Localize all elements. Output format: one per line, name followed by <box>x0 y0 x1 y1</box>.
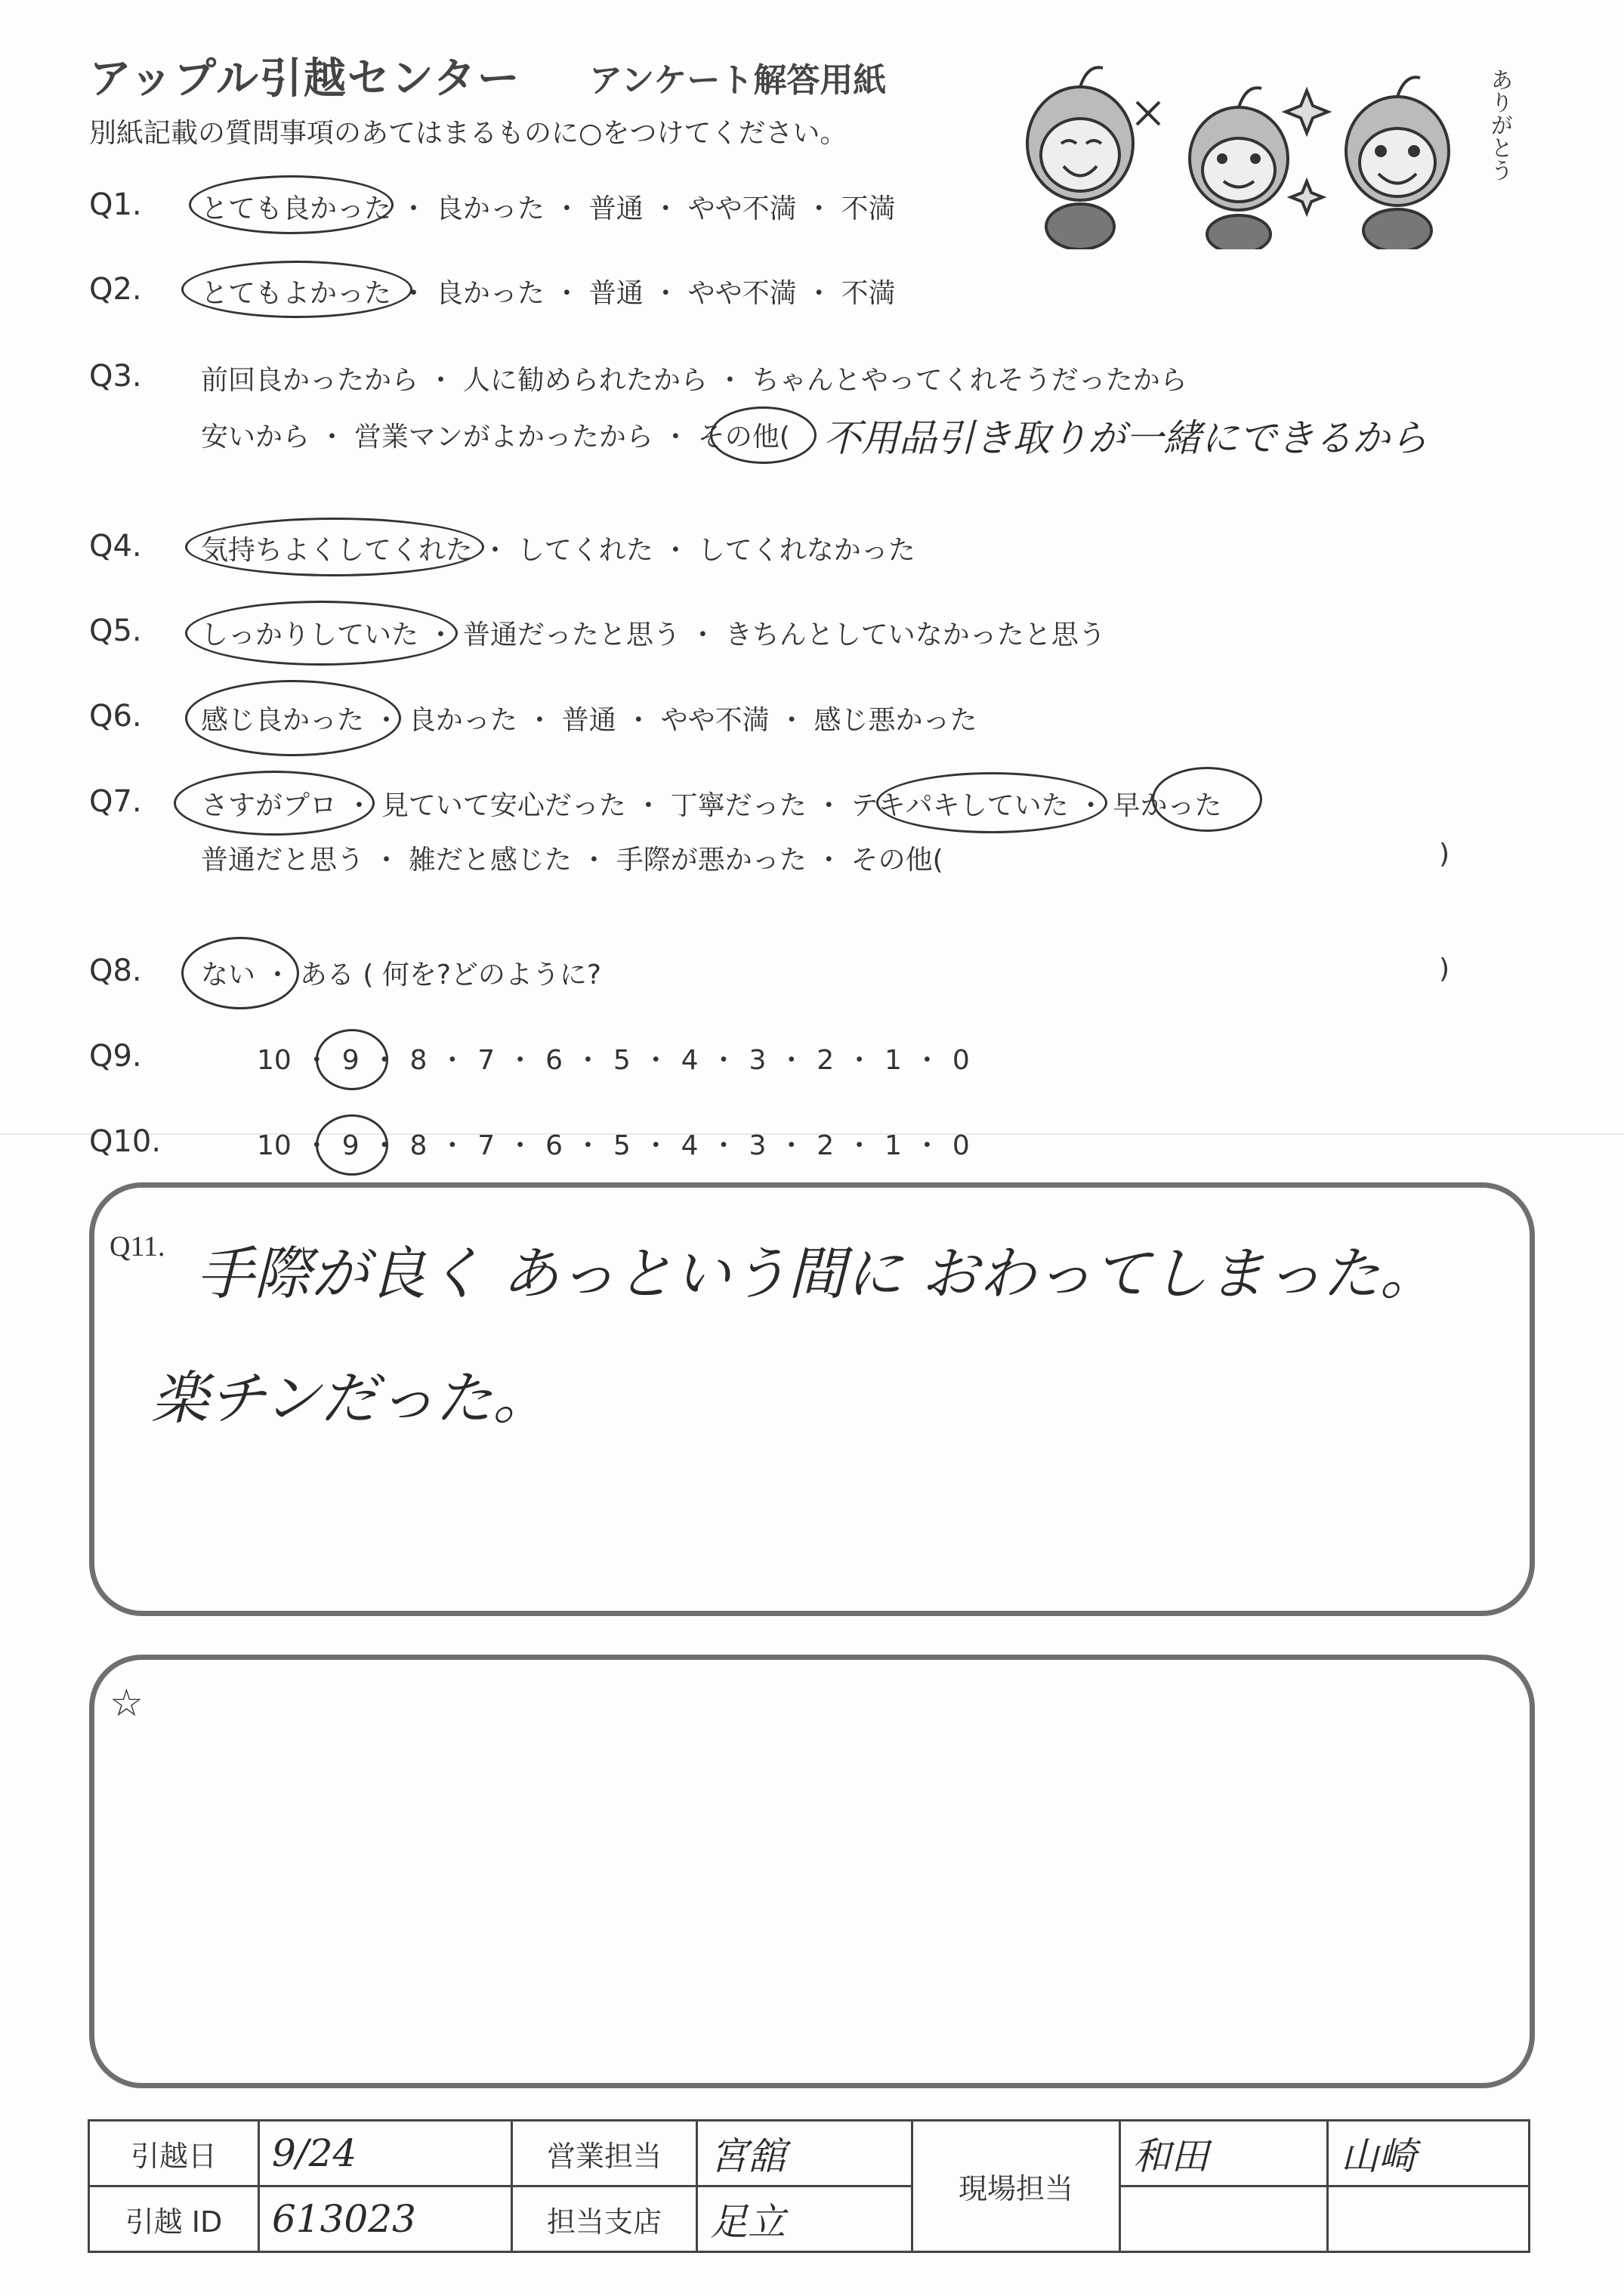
q4-selected-mark <box>185 518 484 576</box>
mascot-caption: ありがとう <box>1486 68 1513 181</box>
q10-selected-mark <box>316 1114 388 1176</box>
q10-scale[interactable]: 10 ・ 9 ・ 8 ・ 7 ・ 6 ・ 5 ・ 4 ・ 3 ・ 2 ・ 1 ・ 0 <box>257 1130 970 1161</box>
q9-scale[interactable]: 10 ・ 9 ・ 8 ・ 7 ・ 6 ・ 5 ・ 4 ・ 3 ・ 2 ・ 1 ・ 0 <box>257 1045 970 1076</box>
q4-label: Q4. <box>89 529 142 564</box>
q7-selected-mark-2 <box>876 772 1107 833</box>
move-id-value: 613023 <box>259 2186 512 2252</box>
q7-options-line1[interactable]: さすがプロ ・ 見ていて安心だった ・ 丁寧だった ・ テキパキしていた ・ 早かった <box>201 790 1222 821</box>
q7-other-close: ) <box>1439 839 1450 870</box>
q6-label: Q6. <box>89 699 142 734</box>
monkey-3-icon <box>1286 77 1449 249</box>
q3-options-line1[interactable]: 前回良かったから ・ 人に勧められたから ・ ちゃんとやってくれそうだったから <box>201 365 1187 396</box>
site-staff-1: 和田 <box>1120 2121 1328 2186</box>
q7-selected-mark-3 <box>1152 767 1262 832</box>
q9-selected-mark <box>316 1029 388 1090</box>
q4-options[interactable]: 気持ちよくしてくれた ・ してくれた ・ してくれなかった <box>201 535 915 566</box>
q6-selected-mark <box>185 680 401 756</box>
monkey-1-icon <box>1027 67 1133 249</box>
q5-selected-mark <box>185 601 458 666</box>
q10-label: Q10. <box>89 1124 162 1159</box>
site-staff-2: 山崎 <box>1328 2121 1530 2186</box>
star-icon: ☆ <box>110 1681 144 1725</box>
q9-label: Q9. <box>89 1039 142 1074</box>
q11-label: Q11. <box>110 1231 165 1262</box>
move-date-label: 引越日 <box>89 2121 259 2186</box>
q5-label: Q5. <box>89 613 142 648</box>
q2-selected-mark <box>181 261 412 318</box>
instruction-text: 別紙記載の質問事項のあてはまるものに○をつけてください。 <box>89 118 848 149</box>
q7-selected-mark-1 <box>174 771 375 836</box>
q8-options[interactable]: ない ・ ある ( 何を?どのように? <box>201 960 602 990</box>
footer-info-table <box>88 2119 1530 2253</box>
q11-comment-line1: 手際が良く あっという間に おわってしまった。 <box>196 1240 1437 1307</box>
q11-comment-line2: 楽チンだった。 <box>151 1364 551 1432</box>
branch-label: 担当支店 <box>512 2186 697 2252</box>
star-comment-box[interactable] <box>89 1655 1535 2088</box>
q3-label: Q3. <box>89 359 142 394</box>
q3-selected-mark <box>710 406 817 464</box>
q6-options[interactable]: 感じ良かった ・ 良かった ・ 普通 ・ やや不満 ・ 感じ悪かった <box>201 705 977 736</box>
q8-label: Q8. <box>89 953 142 988</box>
form-subtitle: アンケート解答用紙 <box>589 61 887 100</box>
site-staff-blank-2 <box>1328 2186 1530 2252</box>
sales-value: 宮舘 <box>697 2121 912 2186</box>
sales-label: 営業担当 <box>512 2121 697 2186</box>
q1-label: Q1. <box>89 187 142 222</box>
q2-options[interactable]: とてもよかった ・ 良かった ・ 普通 ・ やや不満 ・ 不満 <box>201 278 896 309</box>
q8-selected-mark <box>181 937 299 1009</box>
q8-close: ) <box>1439 953 1450 984</box>
site-staff-blank-1 <box>1120 2186 1328 2252</box>
q2-label: Q2. <box>89 272 142 307</box>
q1-options[interactable]: とても良かった ・ 良かった ・ 普通 ・ やや不満 ・ 不満 <box>201 193 896 224</box>
company-title: アップル引越センター <box>89 54 521 104</box>
q7-options-line2[interactable]: 普通だと思う ・ 雑だと感じた ・ 手際が悪かった ・ その他( <box>201 845 943 876</box>
site-staff-label: 現場担当 <box>912 2121 1120 2252</box>
q7-label: Q7. <box>89 784 142 819</box>
move-date-value: 9/24 <box>259 2121 512 2186</box>
move-id-label: 引越 ID <box>89 2186 259 2252</box>
branch-value: 足立 <box>697 2186 912 2252</box>
q3-other-handwritten: 不用品引き取りが一緒にできるから <box>823 416 1428 460</box>
monkey-2-icon <box>1137 88 1288 249</box>
monkey-mascots-illustration <box>1005 45 1518 249</box>
q1-selected-mark <box>189 175 394 234</box>
q5-options[interactable]: しっかりしていた ・ 普通だったと思う ・ きちんとしていなかったと思う <box>201 620 1106 651</box>
q3-options-line2[interactable]: 安いから ・ 営業マンがよかったから ・ その他( <box>201 422 790 453</box>
